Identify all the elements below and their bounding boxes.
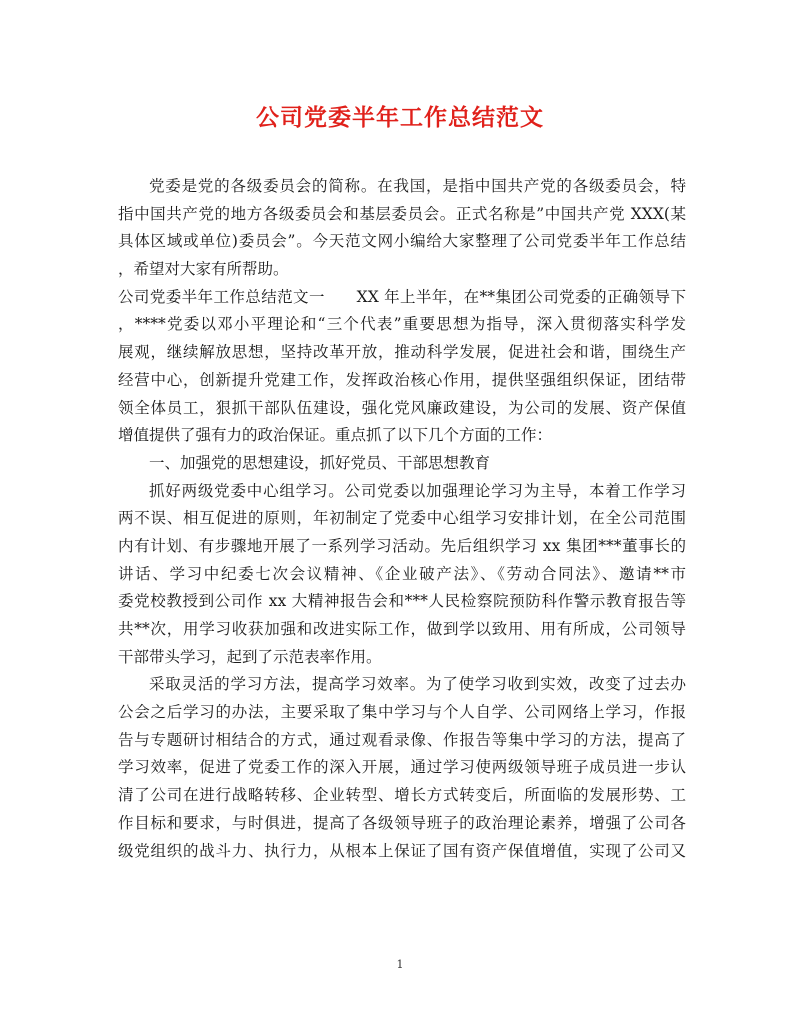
body-line: 公司党委半年工作总结范文一 XX 年上半年，在**集团公司党委的正确领导下: [118, 287, 686, 306]
body-line: 党委是党的各级委员会的简称。在我国，是指中国共产党的各级委员会，特: [149, 177, 686, 195]
body-line: 增值提供了强有力的政治保证。重点抓了以下几个方面的工作：: [118, 426, 553, 445]
body-line: 公会之后学习的办法，主要采取了集中学习与个人自学、公司网络上学习，作报: [118, 703, 686, 722]
body-line: 具体区域或单位)委员会”。今天范文网小编给大家整理了公司党委半年工作总结: [118, 232, 686, 251]
body-line: 级党组织的战斗力、执行力，从根本上保证了国有资产保值增值，实现了公司又: [118, 841, 686, 860]
body-line: 内有计划、有步骤地开展了一系列学习活动。先后组织学习 xx 集团***董事长的: [118, 536, 686, 555]
body-line: 学习效率，促进了党委工作的深入开展，通过学习使两级领导班子成员进一步认: [118, 758, 686, 777]
body-line: 指中国共产党的地方各级委员会和基层委员会。正式名称是”中国共产党 XXX(某: [118, 204, 686, 223]
body-line: 抓好两级党委中心组学习。公司党委以加强理论学习为主导，本着工作学习: [149, 481, 686, 500]
page-number: 1: [396, 958, 404, 971]
document-title: 公司党委半年工作总结范文: [256, 104, 544, 131]
body-line: 共**次，用学习收获加强和改进实际工作，做到学以致用、用有所成，公司领导: [118, 620, 686, 638]
body-line: 经营中心，创新提升党建工作，发挥政治核心作用，提供坚强组织保证，团结带: [118, 370, 686, 389]
body-line: 告与专题研讨相结合的方式，通过观看录像、作报告等集中学习的方法，提高了: [118, 730, 686, 749]
body-line: ，****党委以邓小平理论和“三个代表”重要思想为指导，深入贯彻落实科学发: [118, 315, 686, 334]
body-line: 作目标和要求，与时俱进，提高了各级领导班子的政治理论素养，增强了公司各: [118, 813, 686, 832]
body-line: 委党校教授到公司作 xx 大精神报告会和***人民检察院预防科作警示教育报告等: [118, 592, 686, 611]
body-line: 讲话、学习中纪委七次会议精神、《企业破产法》、《劳动合同法》、邀请**市: [118, 564, 686, 583]
body-line: 展观，继续解放思想，坚持改革开放，推动科学发展，促进社会和谐，围绕生产: [118, 343, 686, 362]
body-line: 采取灵活的学习方法，提高学习效率。为了使学习收到实效，改变了过去办: [149, 675, 686, 694]
document-body: [118, 173, 686, 865]
body-line: ，希望对大家有所帮助。: [118, 260, 289, 279]
body-line: 领全体员工，狠抓干部队伍建设，强化党风廉政建设，为公司的发展、资产保值: [118, 398, 686, 417]
body-line: 清了公司在进行战略转移、企业转型、增长方式转变后，所面临的发展形势、工: [118, 786, 686, 805]
section-heading: 一、加强党的思想建设，抓好党员、干部思想教育: [149, 453, 491, 472]
body-line: 两不误、相互促进的原则，年初制定了党委中心组学习安排计划，在全公司范围: [118, 509, 686, 528]
body-line: 干部带头学习，起到了示范表率作用。: [118, 647, 382, 666]
